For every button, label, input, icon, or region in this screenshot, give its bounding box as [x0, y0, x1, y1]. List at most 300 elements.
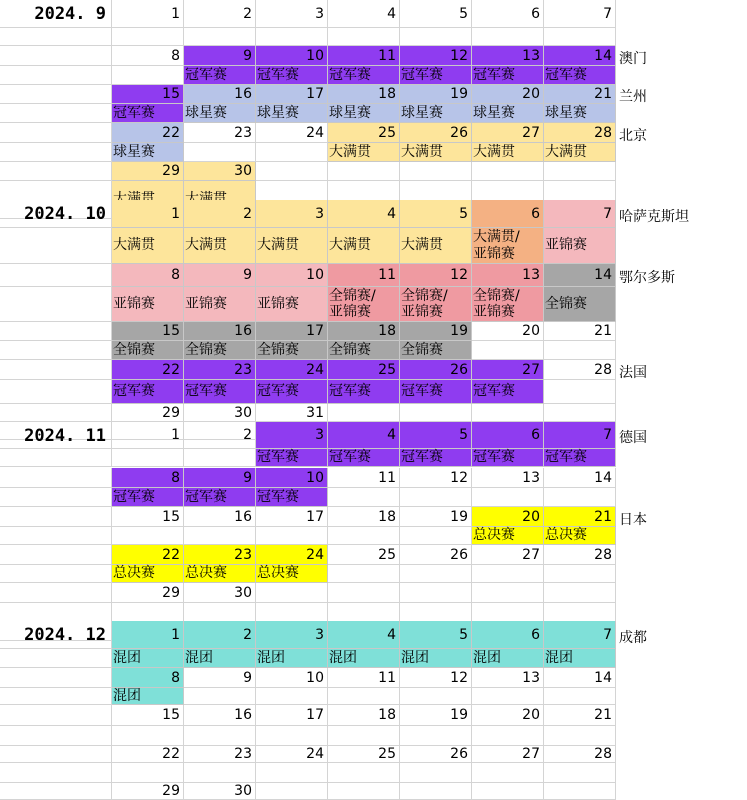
day-cell[interactable]: 16 — [184, 705, 256, 726]
event-cell[interactable] — [400, 763, 472, 783]
day-cell[interactable]: 12 — [400, 264, 472, 287]
event-label: 冠军赛 — [257, 488, 299, 505]
event-cell[interactable] — [112, 341, 184, 360]
event-cell[interactable] — [256, 143, 328, 162]
day-cell[interactable]: 23 — [184, 123, 256, 143]
day-cell[interactable] — [400, 162, 472, 181]
event-cell[interactable] — [472, 688, 544, 705]
day-cell[interactable]: 29 — [112, 404, 184, 422]
event-cell[interactable] — [544, 565, 616, 583]
event-cell[interactable] — [328, 341, 400, 360]
day-cell[interactable]: 28 — [544, 545, 616, 565]
label-column-cell — [0, 527, 112, 545]
event-cell[interactable] — [184, 66, 256, 85]
event-label: 冠军赛 — [185, 66, 227, 83]
day-cell[interactable] — [256, 583, 328, 603]
day-cell[interactable]: 24 — [256, 123, 328, 143]
event-cell[interactable] — [256, 228, 328, 264]
day-cell[interactable] — [328, 404, 400, 422]
day-cell[interactable] — [472, 162, 544, 181]
event-cell[interactable] — [400, 649, 472, 668]
event-cell[interactable] — [544, 287, 616, 322]
day-cell[interactable] — [328, 783, 400, 800]
event-label: 冠军赛 — [473, 449, 515, 466]
day-cell[interactable]: 30 — [184, 783, 256, 800]
label-column-cell — [0, 705, 112, 726]
day-cell[interactable]: 14 — [544, 668, 616, 688]
label-column-cell — [0, 85, 112, 104]
event-cell[interactable] — [256, 527, 328, 545]
event-cell[interactable] — [544, 380, 616, 404]
event-cell[interactable] — [400, 488, 472, 507]
event-cell[interactable] — [328, 565, 400, 583]
event-label: 亚锦赛 — [113, 295, 155, 312]
event-cell[interactable] — [184, 649, 256, 668]
event-cell[interactable] — [472, 341, 544, 360]
day-cell[interactable]: 4 — [328, 621, 400, 649]
day-cell[interactable]: 26 — [400, 746, 472, 763]
event-cell[interactable] — [400, 449, 472, 467]
event-cell[interactable] — [184, 287, 256, 322]
day-cell[interactable]: 26 — [400, 545, 472, 565]
event-cell[interactable] — [184, 228, 256, 264]
event-cell[interactable] — [328, 228, 400, 264]
label-column-cell — [0, 726, 112, 746]
event-cell[interactable] — [472, 488, 544, 507]
event-cell[interactable] — [544, 143, 616, 162]
event-cell[interactable] — [400, 527, 472, 545]
day-cell[interactable]: 16 — [184, 322, 256, 341]
event-cell[interactable] — [544, 488, 616, 507]
event-cell[interactable] — [472, 565, 544, 583]
day-cell[interactable]: 17 — [256, 322, 328, 341]
day-cell[interactable]: 11 — [328, 468, 400, 488]
day-cell[interactable]: 10 — [256, 668, 328, 688]
event-cell[interactable] — [472, 228, 544, 264]
day-cell[interactable]: 5 — [400, 621, 472, 649]
event-label: 大满贯 — [329, 237, 371, 254]
event-cell[interactable] — [400, 565, 472, 583]
event-cell[interactable] — [112, 66, 184, 85]
event-cell[interactable] — [328, 688, 400, 705]
day-cell[interactable] — [256, 162, 328, 181]
event-cell[interactable] — [112, 228, 184, 264]
event-cell[interactable] — [184, 449, 256, 467]
event-label: 混团 — [257, 649, 285, 666]
day-cell[interactable]: 24 — [256, 746, 328, 763]
event-cell[interactable] — [472, 649, 544, 668]
event-label: 球星赛 — [401, 104, 443, 121]
event-cell[interactable] — [544, 527, 616, 545]
label-column-cell — [0, 746, 112, 763]
event-cell[interactable] — [472, 726, 544, 746]
day-cell[interactable] — [472, 783, 544, 800]
day-cell[interactable]: 25 — [328, 360, 400, 380]
event-cell[interactable] — [400, 104, 472, 123]
day-cell[interactable]: 18 — [328, 85, 400, 104]
event-cell[interactable] — [328, 527, 400, 545]
event-label: 总决赛 — [257, 565, 299, 582]
event-cell[interactable] — [184, 565, 256, 583]
day-cell[interactable]: 30 — [184, 404, 256, 422]
event-cell[interactable] — [184, 688, 256, 705]
event-cell[interactable] — [400, 228, 472, 264]
day-cell[interactable] — [472, 404, 544, 422]
event-cell[interactable] — [472, 104, 544, 123]
event-cell[interactable] — [328, 649, 400, 668]
event-cell[interactable] — [400, 341, 472, 360]
day-cell[interactable]: 14 — [544, 264, 616, 287]
event-label: 亚锦赛 — [185, 295, 227, 312]
event-cell[interactable] — [112, 449, 184, 467]
event-cell[interactable] — [328, 449, 400, 467]
day-cell[interactable]: 13 — [472, 264, 544, 287]
day-cell[interactable]: 11 — [328, 46, 400, 66]
day-cell[interactable]: 20 — [472, 85, 544, 104]
event-cell[interactable] — [256, 649, 328, 668]
day-cell[interactable]: 29 — [112, 162, 184, 181]
event-cell[interactable] — [256, 66, 328, 85]
day-cell[interactable]: 3 — [256, 422, 328, 449]
day-cell[interactable]: 18 — [328, 705, 400, 726]
day-cell[interactable]: 11 — [328, 264, 400, 287]
event-cell[interactable] — [256, 763, 328, 783]
event-cell[interactable] — [184, 28, 256, 46]
day-cell[interactable]: 9 — [184, 264, 256, 287]
day-cell[interactable]: 12 — [400, 46, 472, 66]
month-label: 2024. 10 — [24, 204, 106, 224]
event-label: 总决赛 — [113, 565, 155, 582]
event-cell[interactable] — [184, 763, 256, 783]
event-cell[interactable] — [328, 488, 400, 507]
event-cell[interactable] — [112, 287, 184, 322]
event-cell[interactable] — [256, 341, 328, 360]
event-label: 全锦赛 — [329, 341, 371, 358]
day-cell[interactable]: 2 — [184, 0, 256, 28]
day-cell[interactable]: 8 — [112, 468, 184, 488]
event-label: 大满贯/ 亚锦赛 — [473, 229, 520, 262]
day-cell[interactable]: 29 — [112, 583, 184, 603]
day-cell[interactable]: 1 — [112, 200, 184, 228]
label-column-cell — [0, 763, 112, 783]
day-cell[interactable]: 9 — [184, 668, 256, 688]
day-cell[interactable]: 28 — [544, 746, 616, 763]
day-cell[interactable]: 12 — [400, 668, 472, 688]
event-cell[interactable] — [544, 449, 616, 467]
day-cell[interactable] — [328, 583, 400, 603]
day-cell[interactable]: 28 — [544, 360, 616, 380]
day-cell[interactable]: 7 — [544, 0, 616, 28]
day-cell[interactable] — [400, 783, 472, 800]
event-cell[interactable] — [184, 527, 256, 545]
day-cell[interactable]: 8 — [112, 46, 184, 66]
event-cell[interactable] — [544, 228, 616, 264]
event-label: 混团 — [113, 649, 141, 666]
day-cell[interactable]: 7 — [544, 200, 616, 228]
event-cell[interactable] — [472, 527, 544, 545]
event-cell[interactable] — [400, 726, 472, 746]
day-cell[interactable] — [544, 404, 616, 422]
event-cell[interactable] — [544, 28, 616, 46]
day-cell[interactable]: 17 — [256, 705, 328, 726]
day-cell[interactable]: 20 — [472, 322, 544, 341]
event-label: 球星赛 — [329, 104, 371, 121]
event-label: 冠军赛 — [329, 449, 371, 466]
event-label: 大满贯 — [329, 143, 371, 160]
day-cell[interactable]: 5 — [400, 422, 472, 449]
event-cell[interactable] — [328, 143, 400, 162]
day-cell[interactable]: 15 — [112, 85, 184, 104]
day-cell[interactable]: 16 — [184, 507, 256, 527]
day-cell[interactable]: 23 — [184, 360, 256, 380]
day-cell[interactable] — [256, 783, 328, 800]
event-label: 大满贯 — [113, 237, 155, 254]
event-label: 冠军赛 — [185, 488, 227, 505]
day-cell[interactable]: 19 — [400, 705, 472, 726]
day-cell[interactable]: 15 — [112, 322, 184, 341]
day-cell[interactable]: 27 — [472, 746, 544, 763]
event-label: 球星赛 — [257, 104, 299, 121]
day-cell[interactable]: 10 — [256, 468, 328, 488]
day-cell[interactable]: 19 — [400, 322, 472, 341]
day-cell[interactable]: 10 — [256, 46, 328, 66]
event-cell[interactable] — [256, 287, 328, 322]
event-label: 冠军赛 — [329, 383, 371, 400]
day-cell[interactable]: 23 — [184, 545, 256, 565]
event-cell[interactable] — [400, 28, 472, 46]
event-label: 大满贯 — [545, 143, 587, 160]
day-cell[interactable]: 21 — [544, 85, 616, 104]
day-cell[interactable]: 11 — [328, 668, 400, 688]
event-cell[interactable] — [328, 28, 400, 46]
day-cell[interactable]: 18 — [328, 322, 400, 341]
day-cell[interactable]: 16 — [184, 85, 256, 104]
city-label: 法国 — [619, 364, 647, 381]
label-column-cell — [0, 380, 112, 404]
day-cell[interactable]: 31 — [256, 404, 328, 422]
day-cell[interactable]: 21 — [544, 705, 616, 726]
event-cell[interactable] — [256, 380, 328, 404]
event-cell[interactable] — [112, 28, 184, 46]
day-cell[interactable]: 3 — [256, 621, 328, 649]
event-cell[interactable] — [544, 649, 616, 668]
day-cell[interactable]: 26 — [400, 360, 472, 380]
day-cell[interactable]: 14 — [544, 46, 616, 66]
day-cell[interactable]: 23 — [184, 746, 256, 763]
event-cell[interactable] — [184, 143, 256, 162]
event-label: 大满贯 — [257, 237, 299, 254]
day-cell[interactable]: 28 — [544, 123, 616, 143]
day-cell[interactable]: 4 — [328, 200, 400, 228]
label-column-cell — [0, 545, 112, 565]
event-cell[interactable] — [328, 763, 400, 783]
event-cell[interactable] — [112, 380, 184, 404]
day-cell[interactable]: 4 — [328, 0, 400, 28]
day-cell[interactable]: 12 — [400, 468, 472, 488]
label-column-cell — [0, 583, 112, 603]
event-cell[interactable] — [472, 287, 544, 322]
day-cell[interactable]: 4 — [328, 422, 400, 449]
day-cell[interactable]: 1 — [112, 422, 184, 449]
event-cell[interactable] — [112, 104, 184, 123]
day-cell[interactable]: 2 — [184, 422, 256, 449]
event-cell[interactable] — [184, 726, 256, 746]
event-cell[interactable] — [544, 763, 616, 783]
event-label: 球星赛 — [545, 104, 587, 121]
day-cell[interactable]: 20 — [472, 705, 544, 726]
day-cell[interactable]: 18 — [328, 507, 400, 527]
day-cell[interactable]: 17 — [256, 85, 328, 104]
day-cell[interactable]: 3 — [256, 200, 328, 228]
day-cell[interactable]: 9 — [184, 46, 256, 66]
event-cell[interactable] — [112, 726, 184, 746]
day-cell[interactable]: 24 — [256, 545, 328, 565]
event-cell[interactable] — [400, 143, 472, 162]
event-label: 全锦赛/ 亚锦赛 — [329, 287, 376, 320]
day-cell[interactable]: 30 — [184, 583, 256, 603]
event-cell[interactable] — [328, 104, 400, 123]
day-cell[interactable]: 19 — [400, 85, 472, 104]
event-cell[interactable] — [328, 66, 400, 85]
day-cell[interactable]: 1 — [112, 621, 184, 649]
day-cell[interactable]: 25 — [328, 545, 400, 565]
event-cell[interactable] — [184, 104, 256, 123]
event-cell[interactable] — [112, 488, 184, 507]
day-cell[interactable]: 30 — [184, 162, 256, 181]
day-cell[interactable]: 13 — [472, 468, 544, 488]
day-cell[interactable]: 29 — [112, 783, 184, 800]
event-cell[interactable] — [472, 449, 544, 467]
day-cell[interactable]: 2 — [184, 621, 256, 649]
label-column-cell — [0, 322, 112, 341]
event-cell[interactable] — [400, 287, 472, 322]
event-cell[interactable] — [112, 688, 184, 705]
event-cell[interactable] — [328, 380, 400, 404]
label-column-cell — [0, 688, 112, 705]
event-cell[interactable] — [112, 565, 184, 583]
event-cell[interactable] — [472, 763, 544, 783]
event-cell[interactable] — [256, 488, 328, 507]
day-cell[interactable] — [328, 162, 400, 181]
city-label: 澳门 — [619, 50, 647, 67]
day-cell[interactable]: 9 — [184, 468, 256, 488]
event-cell[interactable] — [328, 726, 400, 746]
day-cell[interactable]: 6 — [472, 200, 544, 228]
day-cell[interactable]: 21 — [544, 507, 616, 527]
event-label: 大满贯 — [401, 237, 443, 254]
event-cell[interactable] — [112, 143, 184, 162]
day-cell[interactable]: 27 — [472, 360, 544, 380]
day-cell[interactable] — [400, 404, 472, 422]
day-cell[interactable]: 20 — [472, 507, 544, 527]
event-label: 全锦赛 — [401, 341, 443, 358]
day-cell[interactable]: 8 — [112, 668, 184, 688]
event-cell[interactable] — [472, 66, 544, 85]
event-label: 冠军赛 — [401, 383, 443, 400]
day-cell[interactable] — [544, 783, 616, 800]
event-cell[interactable] — [328, 287, 400, 322]
event-cell[interactable] — [544, 66, 616, 85]
event-cell[interactable] — [184, 488, 256, 507]
day-cell[interactable]: 13 — [472, 668, 544, 688]
day-cell[interactable]: 22 — [112, 746, 184, 763]
event-cell[interactable] — [256, 104, 328, 123]
day-cell[interactable]: 25 — [328, 746, 400, 763]
day-cell[interactable]: 19 — [400, 507, 472, 527]
event-cell[interactable] — [256, 28, 328, 46]
day-cell[interactable]: 8 — [112, 264, 184, 287]
event-cell[interactable] — [112, 527, 184, 545]
event-cell[interactable] — [184, 380, 256, 404]
day-cell[interactable]: 3 — [256, 0, 328, 28]
day-cell[interactable] — [400, 583, 472, 603]
event-cell[interactable] — [472, 143, 544, 162]
event-cell[interactable] — [544, 688, 616, 705]
day-cell[interactable]: 5 — [400, 200, 472, 228]
day-cell[interactable]: 22 — [112, 360, 184, 380]
day-cell[interactable]: 27 — [472, 545, 544, 565]
day-cell[interactable]: 6 — [472, 621, 544, 649]
event-cell[interactable] — [112, 649, 184, 668]
day-cell[interactable]: 5 — [400, 0, 472, 28]
event-cell[interactable] — [400, 688, 472, 705]
event-cell[interactable] — [544, 341, 616, 360]
day-cell[interactable] — [544, 583, 616, 603]
event-cell[interactable] — [112, 763, 184, 783]
event-label: 全锦赛/ 亚锦赛 — [473, 287, 520, 320]
event-label: 球星赛 — [185, 104, 227, 121]
label-column-cell — [0, 228, 112, 264]
event-cell[interactable] — [472, 28, 544, 46]
event-cell[interactable] — [256, 726, 328, 746]
day-cell[interactable] — [544, 162, 616, 181]
event-cell[interactable] — [544, 726, 616, 746]
event-cell[interactable] — [256, 688, 328, 705]
day-cell[interactable] — [472, 583, 544, 603]
event-cell[interactable] — [256, 565, 328, 583]
event-cell[interactable] — [184, 341, 256, 360]
day-cell[interactable]: 22 — [112, 123, 184, 143]
event-label: 冠军赛 — [113, 488, 155, 505]
day-cell[interactable]: 21 — [544, 322, 616, 341]
day-cell[interactable]: 6 — [472, 0, 544, 28]
day-cell[interactable]: 13 — [472, 46, 544, 66]
day-cell[interactable]: 7 — [544, 422, 616, 449]
event-cell[interactable] — [400, 380, 472, 404]
day-cell[interactable]: 27 — [472, 123, 544, 143]
day-cell[interactable]: 10 — [256, 264, 328, 287]
day-cell[interactable]: 15 — [112, 507, 184, 527]
day-cell[interactable]: 7 — [544, 621, 616, 649]
day-cell[interactable]: 15 — [112, 705, 184, 726]
day-cell[interactable]: 17 — [256, 507, 328, 527]
label-column-cell — [0, 66, 112, 85]
day-cell[interactable]: 26 — [400, 123, 472, 143]
day-cell[interactable]: 1 — [112, 0, 184, 28]
event-cell[interactable] — [400, 66, 472, 85]
day-cell[interactable]: 14 — [544, 468, 616, 488]
day-cell[interactable]: 22 — [112, 545, 184, 565]
day-cell[interactable]: 2 — [184, 200, 256, 228]
day-cell[interactable]: 25 — [328, 123, 400, 143]
city-label: 兰州 — [619, 89, 647, 105]
day-cell[interactable]: 24 — [256, 360, 328, 380]
event-cell[interactable] — [544, 104, 616, 123]
event-label: 冠军赛 — [401, 449, 443, 466]
event-cell[interactable] — [472, 380, 544, 404]
day-cell[interactable]: 6 — [472, 422, 544, 449]
event-cell[interactable] — [256, 449, 328, 467]
